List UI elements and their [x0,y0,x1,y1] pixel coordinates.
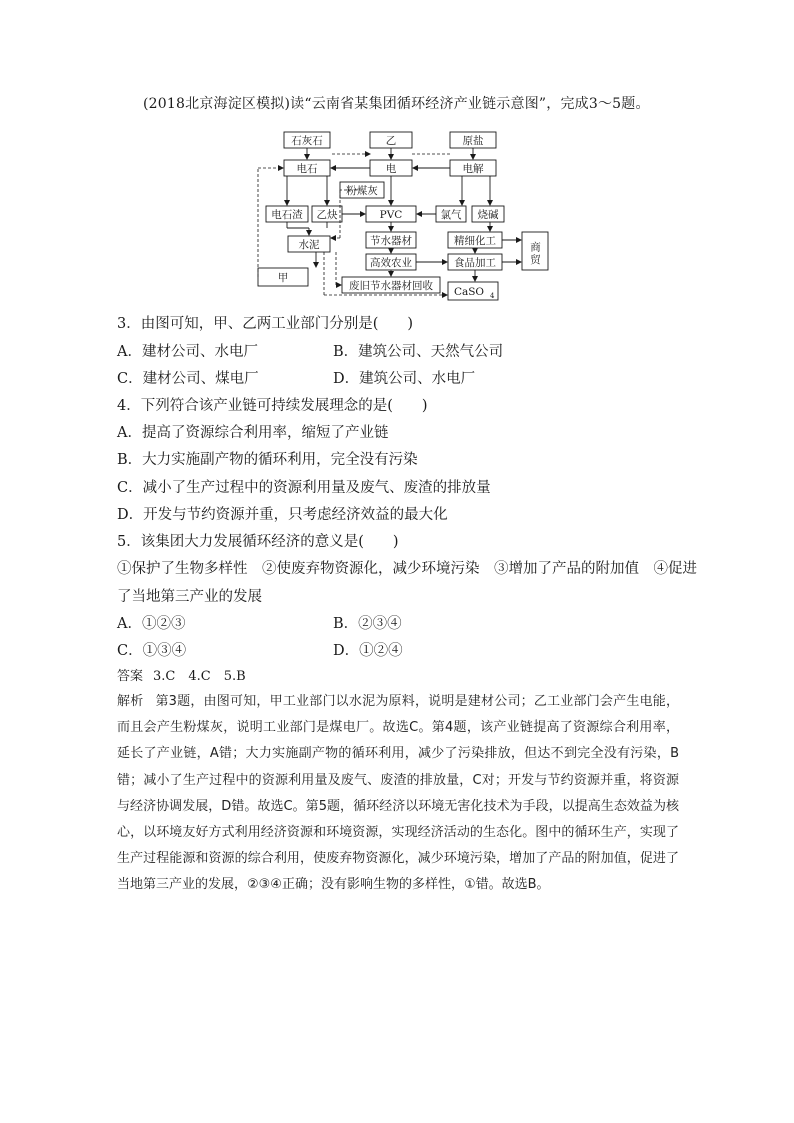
node-pvc: PVC [379,209,403,221]
node-salt: 原盐 [462,135,484,147]
analysis-label: 解析 [117,694,144,709]
node-fine-chem: 精细化工 [454,235,496,247]
answer-line [117,665,246,684]
intro-text: (2018北京海淀区模拟)读“云南省某集团循环经济产业链示意图”，完成3～5题。 [143,96,650,112]
node-cement: 水泥 [298,239,320,251]
node-jia: 甲 [277,272,289,284]
node-flyash: 粉煤灰 [346,185,378,197]
node-power: 电 [385,163,397,175]
node-carbide-slag: 电石渣 [271,209,303,221]
node-carbide: 电石 [296,163,318,175]
q3-option-a[interactable]: A．建材公司、水电厂 [117,344,258,360]
q3-option-c[interactable]: C．建材公司、煤电厂 [117,371,259,387]
node-recycle: 废旧节水器材回收 [349,280,433,292]
q4-option-c[interactable]: C．减小了生产过程中的资源利用量及废气、废渣的排放量 [117,480,491,496]
node-commerce: 商贸 [529,241,541,267]
q5-option-b[interactable]: B．②③④ [333,616,402,632]
q3-option-b[interactable]: B．建筑公司、天然气公司 [333,344,504,360]
q3-stem: 3．由图可知，甲、乙两工业部门分别是( ) [117,316,414,332]
node-yi: 乙 [385,135,397,147]
node-acetylene: 乙炔 [316,209,338,221]
analysis-block [117,689,679,899]
node-food: 食品加工 [454,257,496,269]
q5-option-a[interactable]: A．①②③ [117,616,186,632]
node-caustic: 烧碱 [477,209,499,221]
node-caso4: CaSO [453,286,485,298]
industry-chain-diagram [252,128,562,304]
q4-stem: 4．下列符合该产业链可持续发展理念的是( ) [117,398,428,414]
node-electrolysis: 电解 [462,163,484,175]
answer-label: 答案 [117,669,144,684]
node-limestone: 石灰石 [291,135,323,147]
q4-option-a[interactable]: A．提高了资源综合利用率，缩短了产业链 [117,425,389,441]
analysis-text: 第3题，由图可知，甲工业部门以水泥为原料，说明是建材公司；乙工业部门会产生电能，而且会产生粉煤灰，说明工业部门是煤电厂。故选C。第4题，该产业链提高了资源综合利用率，延长了产业链，A错；大力实施副产物的循环利用，减少了污染排放，但达不到完全没有污染，B错；减小了生产过程中的资源利用量及废气、废渣的排放量，C对；开发与节约资源并重，将资源与经济协调发展，D错。故选C。第5题，循环经济以环境无害化技术为手段，以提高生态效益为核心，以环境友好方式利用经济资源和环境资源，实现经济活动的生态化。图中的循环生产，实现了生产过程能源和资源的综合利用，使废弃物资源化，减少环境污染，增加了产品的附加值，促进了当地第三产业的发展，②③④正确；没有影响生物的多样性，①错。故选B。 [117,694,679,893]
node-agriculture: 高效农业 [370,257,412,269]
q5-statements-line1: ①保护了生物多样性 ②使废弃物资源化，减少环境污染 ③增加了产品的附加值 ④促进 [117,561,697,577]
q3-option-d[interactable]: D．建筑公司、水电厂 [333,371,476,387]
q4-option-b[interactable]: B．大力实施副产物的循环利用，完全没有污染 [117,452,418,468]
q5-option-c[interactable]: C．①③④ [117,643,187,659]
q5-stem: 5．该集团大力发展循环经济的意义是( ) [117,534,399,550]
q5-option-d[interactable]: D．①②④ [333,643,403,659]
q4-option-d[interactable]: D．开发与节约资源并重，只考虑经济效益的最大化 [117,507,448,523]
node-caso4-subscript: 4 [490,292,495,300]
node-chlorine: 氯气 [440,209,462,221]
q5-statements-line2: 了当地第三产业的发展 [117,589,262,605]
node-water-saving: 节水器材 [370,235,412,247]
answer-value: 3.C 4.C 5.B [153,669,246,684]
